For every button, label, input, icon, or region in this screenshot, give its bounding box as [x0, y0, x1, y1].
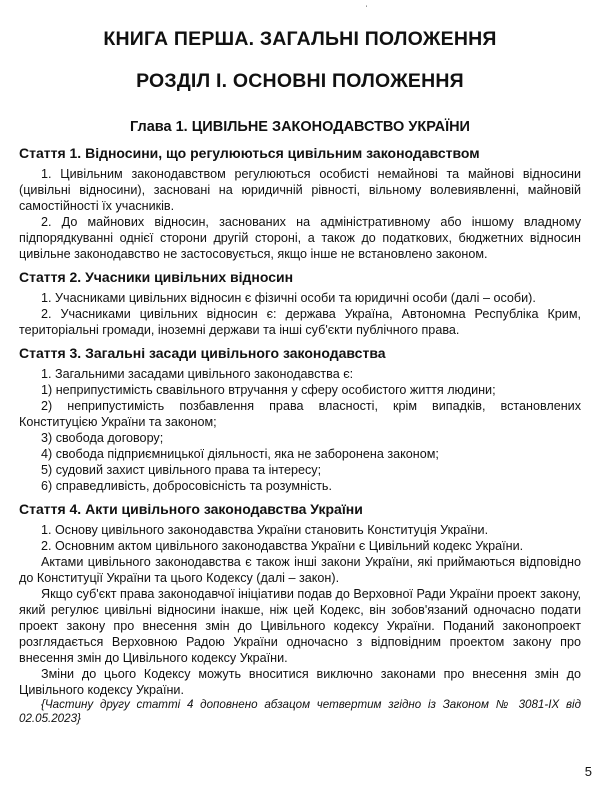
article-4-paragraph-2: 2. Основним актом цивільного законодавства України є Цивільний кодекс України. [41, 539, 524, 553]
article-2-paragraph-1: 1. Учасниками цивільних відносин є фізичні особи та юридичні особи (далі – особи). [41, 291, 536, 305]
article-3-item: 6) справедливість, добросовісність та розумність. [41, 479, 332, 493]
article-3-item: 3) свобода договору; [41, 431, 164, 445]
article-1-paragraph-1: 1. Цивільним законодавством регулюються особисті немайнові та майнові відносини (цивільні відносини), засновані на юридичній рівності, вільному волевиявленні, майновій самостійності їх учасників. [19, 167, 581, 213]
article-3-item: 4) свобода підприємницької діяльності, яка не заборонена законом; [41, 447, 439, 461]
article-1-heading: Стаття 1. Відносини, що регулюються цивільним законодавством [19, 145, 480, 161]
book-title: КНИГА ПЕРША. ЗАГАЛЬНІ ПОЛОЖЕННЯ [103, 28, 497, 50]
article-4-paragraph-3: Актами цивільного законодавства є також інші закони України, які приймаються відповідно до Конституції України та цього Кодексу (далі – закон). [19, 555, 581, 585]
article-3-paragraph-1: 1. Загальними засадами цивільного законодавства є: [41, 367, 354, 381]
article-3-heading: Стаття 3. Загальні засади цивільного законодавства [19, 345, 386, 361]
amendment-note: {Частину другу статті 4 доповнено абзацом четвертим згідно із Законом № 3081-IX від 02.05.2023} [19, 698, 581, 725]
article-4-heading: Стаття 4. Акти цивільного законодавства України [19, 501, 363, 517]
content-body [19, 143, 581, 726]
article-4-paragraph-1: 1. Основу цивільного законодавства України становить Конституція України. [41, 523, 489, 537]
article-3-item: 2) неприпустимість позбавлення права власності, крім випадків, встановлених Конституцією України та законом; [19, 399, 581, 429]
section-title: РОЗДІЛ І. ОСНОВНІ ПОЛОЖЕННЯ [136, 70, 464, 92]
article-3-item: 1) неприпустимість свавільного втручання у сферу особистого життя людини; [41, 383, 496, 397]
article-1-paragraph-2: 2. До майнових відносин, заснованих на адміністративному або іншому владному підпорядкуванні однієї сторони другій стороні, а також до податкових, бюджетних відносин цивільне законодавство не застосовується, якщо інше не встановлено законом. [19, 215, 581, 261]
article-2-paragraph-2: 2. Учасниками цивільних відносин є: держава Україна, Автономна Республіка Крим, територіальні громади, іноземні держави та інші суб'єкти публічного права. [19, 307, 581, 337]
article-3-item: 5) судовий захист цивільного права та інтересу; [41, 463, 322, 477]
page-number: 5 [584, 764, 592, 779]
article-4-paragraph-5: Зміни до цього Кодексу можуть вноситися виключно законами про внесення змін до Цивільного кодексу України. [19, 667, 581, 697]
article-2-heading: Стаття 2. Учасники цивільних відносин [19, 269, 294, 285]
article-4-paragraph-4: Якщо суб'єкт права законодавчої ініціативи подав до Верховної Ради України проект закону, який регулює цивільні відносини інакше, ніж цей Кодекс, він зобов'язаний одночасно подати проект закону про внесення змін до Цивільного кодексу України. Поданий законопроект розглядається Верховною Радою України одночасно з відповідним проектом закону про внесення змін до Цивільного кодексу України. [19, 587, 581, 665]
top-edge-mark: ˌ [365, 0, 369, 8]
chapter-title: Глава 1. ЦИВІЛЬНЕ ЗАКОНОДАВСТВО УКРАЇНИ [130, 119, 470, 135]
